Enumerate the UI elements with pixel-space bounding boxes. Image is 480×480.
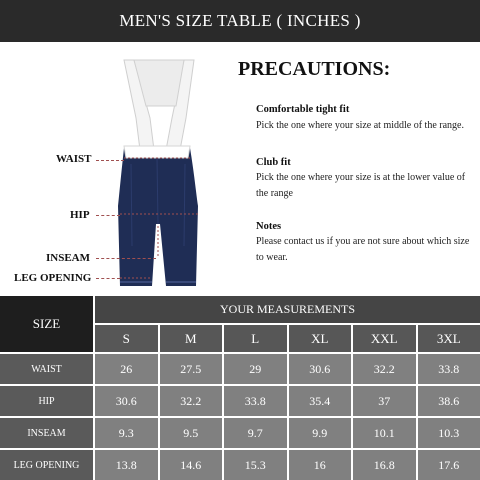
measurement-value: 14.6 bbox=[160, 450, 223, 480]
title-banner bbox=[0, 0, 480, 42]
measurements-header: YOUR MEASUREMENTS bbox=[95, 296, 480, 323]
hip-label: HIP bbox=[70, 209, 90, 221]
bib-shorts-illustration bbox=[0, 46, 240, 294]
measurement-row-label: WAIST bbox=[0, 354, 93, 384]
measurement-row-label: INSEAM bbox=[0, 418, 93, 448]
precautions-title: PRECAUTIONS: bbox=[238, 58, 391, 80]
banner-title: MEN'S SIZE TABLE ( INCHES ) bbox=[119, 11, 361, 30]
measurement-value: 30.6 bbox=[289, 354, 352, 384]
size-column-header: L bbox=[224, 325, 287, 352]
size-header: SIZE bbox=[0, 296, 93, 352]
measurement-value: 10.3 bbox=[418, 418, 480, 448]
measurement-value: 35.4 bbox=[289, 386, 352, 416]
measurement-value: 17.6 bbox=[418, 450, 480, 480]
note-body-tight-fit: Pick the one where your size at middle of the range. bbox=[256, 120, 464, 131]
size-column-header: S bbox=[95, 325, 158, 352]
leg-opening-label: LEG OPENING bbox=[14, 272, 92, 284]
measurement-value: 30.6 bbox=[95, 386, 158, 416]
size-column-header: M bbox=[160, 325, 223, 352]
measurement-value: 27.5 bbox=[160, 354, 223, 384]
measurement-value: 16.8 bbox=[353, 450, 416, 480]
measurement-value: 9.3 bbox=[95, 418, 158, 448]
measurement-value: 13.8 bbox=[95, 450, 158, 480]
note-body-notes: Please contact us if you are not sure about which size to wear. bbox=[256, 236, 470, 263]
waist-label: WAIST bbox=[56, 153, 92, 165]
note-heading-club-fit: Club fit bbox=[256, 157, 291, 168]
measurement-value: 37 bbox=[353, 386, 416, 416]
measurement-value: 9.5 bbox=[160, 418, 223, 448]
measurement-value: 38.6 bbox=[418, 386, 480, 416]
bib-shorts-figure bbox=[0, 46, 240, 294]
measurement-value: 15.3 bbox=[224, 450, 287, 480]
size-column-header: XXL bbox=[353, 325, 416, 352]
leg-opening-pointer bbox=[96, 278, 120, 279]
size-table bbox=[0, 296, 480, 480]
size-column-header: XL bbox=[289, 325, 352, 352]
measurement-value: 33.8 bbox=[224, 386, 287, 416]
note-heading-tight-fit: Comfortable tight fit bbox=[256, 104, 350, 115]
measurement-value: 9.7 bbox=[224, 418, 287, 448]
size-column-header: 3XL bbox=[418, 325, 480, 352]
note-body-club-fit: Pick the one where your size is at the lower value of the range bbox=[256, 172, 466, 199]
measurement-value: 32.2 bbox=[353, 354, 416, 384]
measurement-value: 33.8 bbox=[418, 354, 480, 384]
measurement-value: 32.2 bbox=[160, 386, 223, 416]
measurement-value: 26 bbox=[95, 354, 158, 384]
inseam-pointer bbox=[96, 258, 156, 259]
measurement-value: 10.1 bbox=[353, 418, 416, 448]
measurement-value: 29 bbox=[224, 354, 287, 384]
note-heading-notes: Notes bbox=[256, 221, 282, 232]
measurement-row-label: LEG OPENING bbox=[0, 450, 93, 480]
measurement-value: 9.9 bbox=[289, 418, 352, 448]
measurement-row-label: HIP bbox=[0, 386, 93, 416]
inseam-label: INSEAM bbox=[46, 252, 91, 264]
hip-pointer bbox=[96, 215, 120, 216]
waist-band bbox=[124, 146, 190, 158]
measurement-value: 16 bbox=[289, 450, 352, 480]
waist-pointer bbox=[96, 160, 124, 161]
